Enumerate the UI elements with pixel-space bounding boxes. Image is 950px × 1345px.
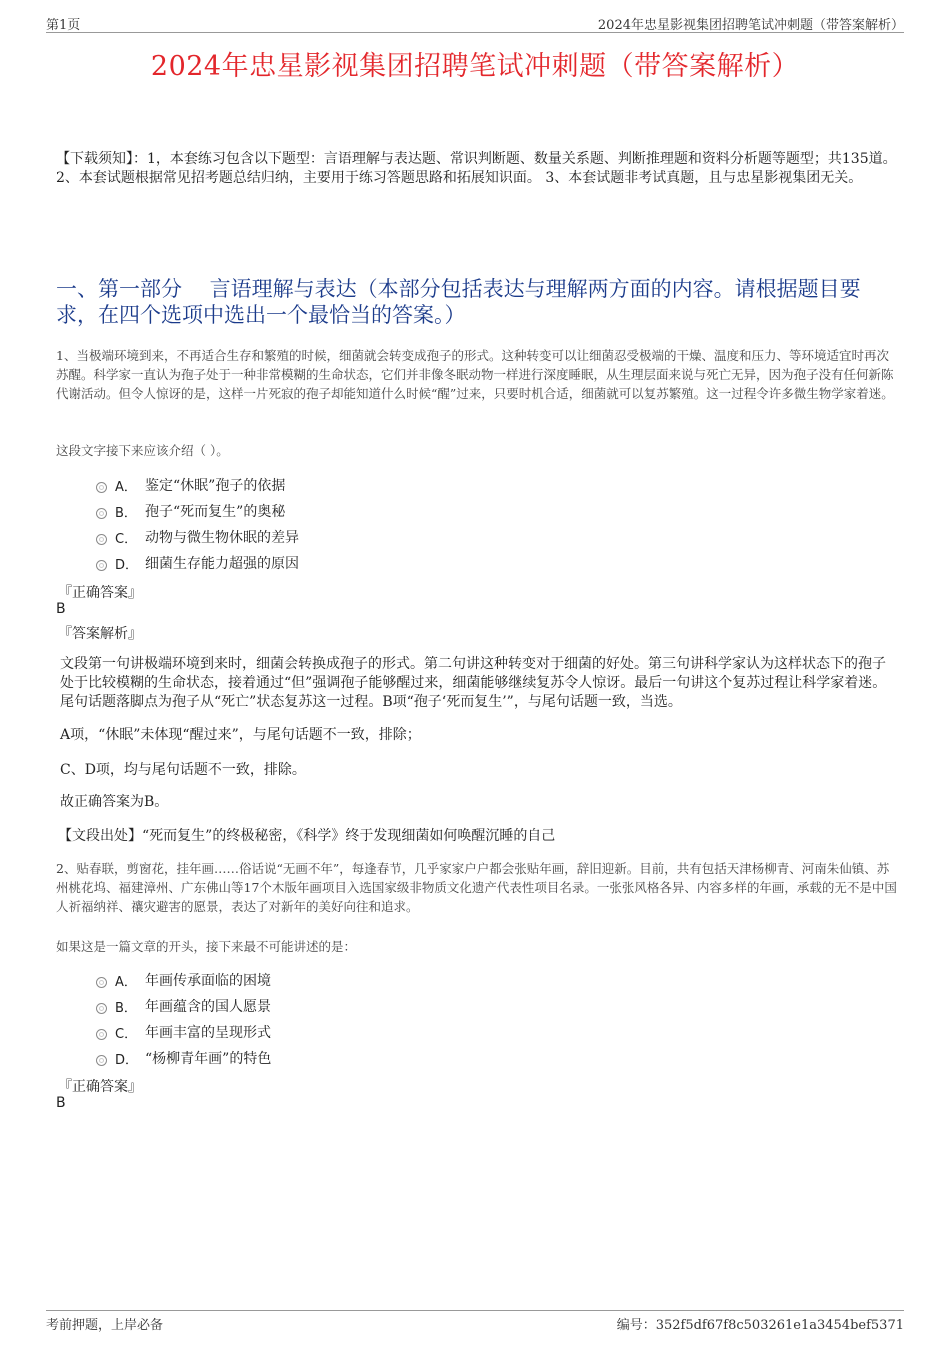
question-1-analysis-label: 『答案解析』	[58, 626, 142, 642]
question-1-answer-label: 『正确答案』	[58, 585, 142, 601]
question-1-analysis-paragraph: A项，“休眠”未体现“醒过来”，与尾句话题不一致，排除；	[60, 727, 421, 743]
question-2-option-d[interactable]: D． “杨柳青年画”的特色	[96, 1045, 271, 1071]
radio-icon[interactable]	[96, 1029, 107, 1040]
page-number: 第1页	[46, 18, 81, 33]
radio-icon[interactable]	[96, 977, 107, 988]
question-1-analysis-paragraph: 故正确答案为B。	[60, 794, 169, 810]
question-2-answer: B	[56, 1095, 66, 1111]
question-1-option-a[interactable]: A． 鉴定“休眠”孢子的依据	[96, 472, 299, 498]
radio-icon[interactable]	[96, 1003, 107, 1014]
document-title: 2024年忠星影视集团招聘笔试冲刺题（带答案解析）	[150, 51, 800, 82]
question-1-source: 【文段出处】“死而复生”的终极秘密，《科学》终于发现细菌如何唤醒沉睡的自己	[58, 828, 556, 844]
question-2-option-c[interactable]: C． 年画丰富的呈现形式	[96, 1019, 271, 1045]
page-header	[46, 14, 904, 34]
question-1-option-c[interactable]: C． 动物与微生物休眠的差异	[96, 524, 299, 550]
download-notice: 【下载须知】：1，本套练习包含以下题型：言语理解与表达题、常识判断题、数量关系题、判断推理题和资料分析题等题型；共135道。 2、本套试题根据常见招考题总结归纳，主要用于练习答题思路和拓展知识面。 3、本套试题非考试真题，且与忠星影视集团无关。	[56, 151, 897, 186]
question-1-option-d[interactable]: D． 细菌生存能力超强的原因	[96, 550, 299, 576]
question-1-prompt: 这段文字接下来应该介绍（ ）。	[56, 443, 229, 458]
section-heading: 一、第一部分 言语理解与表达（本部分包括表达与理解两方面的内容。请根据题目要求，在四个选项中选出一个最恰当的答案。）	[56, 277, 861, 327]
question-2-prompt: 如果这是一篇文章的开头，接下来最不可能讲述的是：	[56, 939, 357, 954]
question-2-option-b[interactable]: B． 年画蕴含的国人愿景	[96, 993, 271, 1019]
radio-icon[interactable]	[96, 482, 107, 493]
radio-icon[interactable]	[96, 534, 107, 545]
question-1-text: 1、当极端环境到来，不再适合生存和繁殖的时候，细菌就会转变成孢子的形式。这种转变可以让细菌忍受极端的干燥、温度和压力、等环境适宜时再次苏醒。科学家一直认为孢子处于一种非常模糊的生命状态，它们并非像冬眠动物一样进行深度睡眠，从生理层面来说与死亡无异，因为孢子没有任何新陈代谢活动。但令人惊讶的是，这样一片死寂的孢子却能知道什么时候“醒”过来，只要时机合适，细菌就可以复苏繁殖。这一过程令许多微生物学家着迷。	[56, 348, 894, 401]
header-divider	[46, 32, 904, 33]
footer-code: 编号：352f5df67f8c503261e1a3454bef5371	[616, 1318, 904, 1333]
question-2-options	[96, 967, 271, 1071]
radio-icon[interactable]	[96, 1055, 107, 1066]
question-1-options	[96, 472, 299, 576]
question-2-answer-label: 『正确答案』	[58, 1079, 142, 1095]
question-1-answer: B	[56, 601, 66, 617]
radio-icon[interactable]	[96, 508, 107, 519]
radio-icon[interactable]	[96, 560, 107, 571]
question-2-text: 2、贴春联，剪窗花，挂年画……俗话说“无画不年”，每逢春节，几乎家家户户都会张贴年画，辞旧迎新。目前，共有包括天津杨柳青、河南朱仙镇、苏州桃花坞、福建漳州、广东佛山等17个木版年画项目入选国家级非物质文化遗产代表性项目名录。一张张风格各异、内容多样的年画，承载的无不是中国人祈福纳祥、禳灾避害的愿景，表达了对新年的美好向往和追求。	[56, 861, 897, 914]
question-1-analysis-paragraph: C、D项，均与尾句话题不一致，排除。	[60, 762, 306, 778]
question-1-option-b[interactable]: B． 孢子“死而复生”的奥秘	[96, 498, 299, 524]
footer-divider	[46, 1310, 904, 1311]
question-2-option-a[interactable]: A． 年画传承面临的困境	[96, 967, 271, 993]
header-doc-title: 2024年忠星影视集团招聘笔试冲刺题（带答案解析）	[597, 18, 904, 33]
question-1-analysis-paragraph: 文段第一句讲极端环境到来时，细菌会转换成孢子的形式。第二句讲这种转变对于细菌的好处。第三句讲科学家认为这样状态下的孢子处于比较模糊的生命状态，接着通过“但”强调孢子能够醒过来，细菌能够继续复苏令人惊讶。最后一句讲这个复苏过程让科学家着迷。尾句话题落脚点为孢子从“死亡”状态复苏这一过程。B项“孢子‘死而复生’”，与尾句话题一致，当选。	[60, 656, 887, 710]
footer-slogan: 考前押题，上岸必备	[46, 1318, 164, 1333]
